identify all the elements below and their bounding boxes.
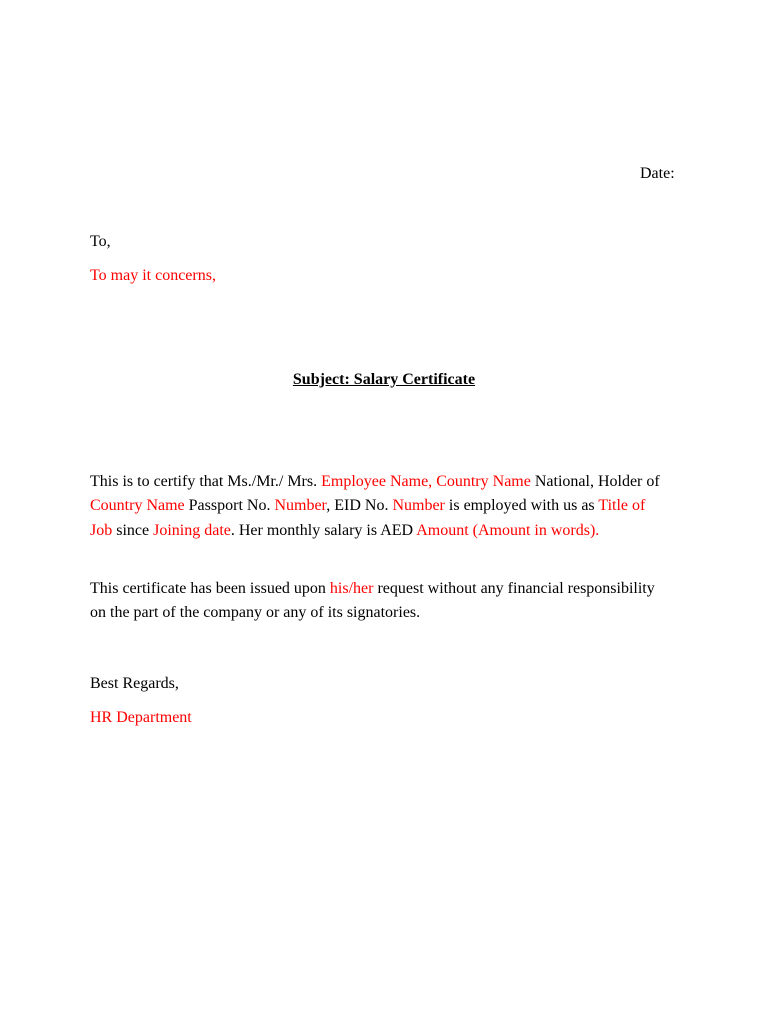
pronoun-placeholder: his/her (329, 580, 374, 597)
joining-date-placeholder: Joining date (153, 521, 231, 539)
recipient-to: To, (90, 233, 111, 250)
text-segment: Passport No. (184, 497, 275, 515)
text-segment: This is to certify that Ms./Mr./ Mrs. (90, 473, 322, 490)
closing-regards: Best Regards, (90, 675, 179, 692)
amount-placeholder: Amount (Amount in words). (416, 521, 600, 539)
text-segment: . Her monthly salary is AED (230, 521, 417, 539)
passport-number-placeholder: Number (274, 497, 327, 515)
subject-heading: Subject: Salary Certificate (292, 371, 476, 388)
signatory-department: HR Department (90, 709, 192, 726)
job-title-placeholder: Title of Job (90, 497, 646, 539)
text-segment: National, Holder of (530, 473, 660, 490)
eid-number-placeholder: Number (392, 497, 445, 515)
text-segment: is employed with us as (444, 497, 599, 515)
text-segment: This certificate has been issued upon (90, 580, 330, 597)
employee-name-placeholder: Employee Name, (321, 473, 433, 490)
text-segment: , EID No. (326, 497, 393, 515)
text-segment: request without any financial responsibility on the part of the company or any of its signatories. (90, 580, 655, 622)
passport-country-placeholder: Country Name (90, 497, 185, 515)
country-name-placeholder: Country Name (436, 473, 531, 490)
recipient-concern: To may it concerns, (90, 267, 216, 284)
certification-paragraph (90, 470, 660, 543)
text-segment: since (112, 521, 154, 539)
date-label: Date: (640, 165, 675, 182)
issuance-paragraph (90, 577, 660, 626)
